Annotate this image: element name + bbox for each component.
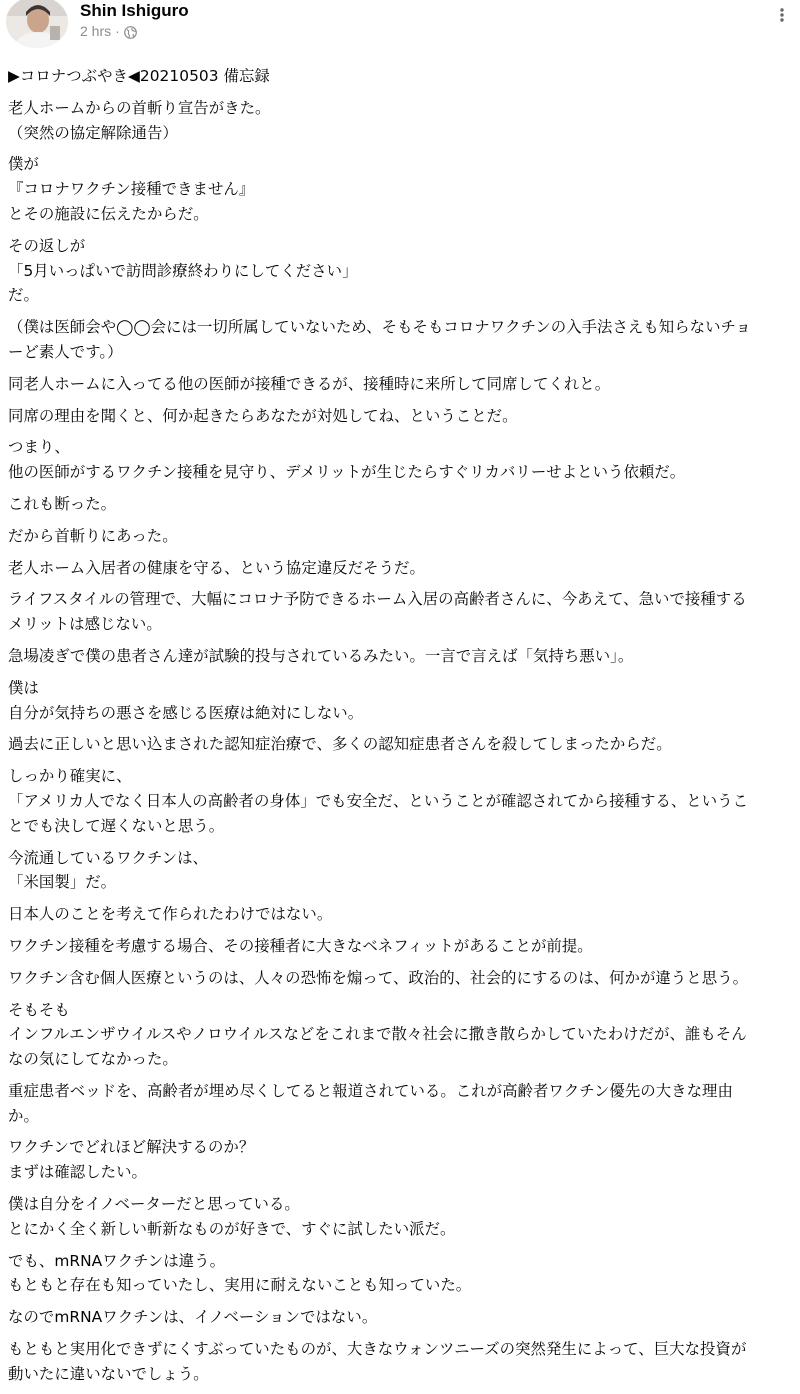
post-text-line: もともと実用化できずにくすぶっていたものが、大きなウォンツニーズの突然発生によって、巨大な投資が xyxy=(8,1340,747,1359)
post-text-line: つまり、 xyxy=(8,438,70,457)
post-text-line: ワクチン接種を考慮する場合、その接種者に大きなベネフィットがあることが前提。 xyxy=(8,936,593,955)
post-text-line: 今流通しているワクチンは、 xyxy=(8,848,208,867)
post-paragraph xyxy=(8,435,792,485)
post-paragraph xyxy=(8,372,792,397)
post-meta xyxy=(80,22,137,40)
post-text-line: でも、mRNAワクチンは違う。 xyxy=(8,1251,226,1270)
post-text-line: ワクチンでどれほど解決するのか？ xyxy=(8,1138,255,1157)
post-header xyxy=(0,0,800,52)
post-paragraph xyxy=(8,1305,792,1330)
author-name[interactable]: Shin Ishiguro xyxy=(80,1,189,20)
post-text-line: これも断った。 xyxy=(8,494,117,513)
more-options-button[interactable] xyxy=(772,6,792,24)
post-text-line: 日本人のことを考えて作られたわけではない。 xyxy=(8,905,333,924)
post-text-line: インフルエンザウイルスやノロウイルスなどをこれまで散々社会に撒き散らかしていたわけだが、誰もそん xyxy=(8,1025,747,1044)
post-text-line: 「5月いっぱいで訪問診療終わりにしてください」 xyxy=(8,261,358,280)
post-text-line: ライフスタイルの管理で、大幅にコロナ予防できるホーム入居の高齢者さんに、今あえて、急いで接種する xyxy=(8,590,747,609)
post-text-line: しっかり確実に、 xyxy=(8,767,132,786)
post-text-line: 同老人ホームに入ってる他の医師が接種できるが、接種時に来所して同席してくれと。 xyxy=(8,374,611,393)
post-paragraph xyxy=(8,966,792,991)
post-text-line: なの気にしてなかった。 xyxy=(8,1050,178,1069)
post-paragraph xyxy=(8,1192,792,1242)
post-text-line: 「米国製」だ。 xyxy=(8,873,117,892)
more-options-icon xyxy=(772,6,792,24)
post-text-line: まずは確認したい。 xyxy=(8,1163,147,1182)
post-text-line: なのでmRNAワクチンは、イノベーションではない。 xyxy=(8,1308,378,1327)
post-text-line: （僕は医師会や◯◯会には一切所属していないため、そもそもコロナワクチンの入手法さえも知らないチョ xyxy=(8,318,751,337)
globe-icon xyxy=(124,25,137,38)
post-paragraph xyxy=(8,492,792,517)
post-text-line: 他の医師がするワクチン接種を見守り、デメリットが生じたらすぐリカバリーせよという依頼だ。 xyxy=(8,463,686,482)
post-text-line: ▶コロナつぶやき◀20210503 備忘録 xyxy=(8,67,270,85)
post-text-line: 老人ホームからの首斬り宣告がきた。 xyxy=(8,98,271,117)
post-text-line: だ。 xyxy=(8,286,39,305)
post-paragraph xyxy=(8,556,792,581)
post-timestamp[interactable]: 2 hrs xyxy=(80,23,112,39)
post-text-line: だから首斬りにあった。 xyxy=(8,526,178,545)
post-text-line: とその施設に伝えたからだ。 xyxy=(8,204,209,223)
post-paragraph xyxy=(8,234,792,308)
post-text-line: 『コロナワクチン接種できません』 xyxy=(8,180,255,199)
post-text-line: とでも決して遅くないと思う。 xyxy=(8,816,225,835)
post-paragraph xyxy=(8,676,792,726)
avatar[interactable] xyxy=(6,0,68,48)
post-paragraph xyxy=(8,524,792,549)
post-paragraph xyxy=(8,152,792,226)
post-text-line: 自分が気持ちの悪さを感じる医療は絶対にしない。 xyxy=(8,703,364,722)
post-text-line: 老人ホーム入居者の健康を守る、という協定違反だそうだ。 xyxy=(8,558,425,577)
post-text-line: 僕が xyxy=(8,155,39,174)
profile-photo xyxy=(6,0,68,48)
post-text-line: 同席の理由を聞くと、何か起きたらあなたが対処してね、ということだ。 xyxy=(8,406,518,425)
post-paragraph xyxy=(8,1337,792,1387)
post-text-line: メリットは感じない。 xyxy=(8,615,162,634)
post-paragraph xyxy=(8,587,792,637)
post-paragraph xyxy=(8,998,792,1072)
post-text-line: 急場凌ぎで僕の患者さん達が試験的投与されているみたい。一言で言えば「気持ち悪い」。 xyxy=(8,646,634,665)
post-text-line: もともと存在も知っていたし、実用に耐えないことも知っていた。 xyxy=(8,1276,472,1295)
post-text-line: ワクチン含む個人医療というのは、人々の恐怖を煽って、政治的、社会的にするのは、何かが違うと思う。 xyxy=(8,968,749,987)
meta-separator: · xyxy=(115,23,120,39)
post-text-line: （突然の協定解除通告） xyxy=(8,123,178,142)
post-text-line: 僕は自分をイノベーターだと思っている。 xyxy=(8,1195,300,1214)
post-paragraph xyxy=(8,1079,792,1129)
post-paragraph xyxy=(8,404,792,429)
post-paragraph xyxy=(8,64,792,89)
post-paragraph xyxy=(8,1249,792,1299)
post-paragraph xyxy=(8,764,792,838)
post-text-line: 重症患者ベッドを、高齢者が埋め尽くしてると報道されている。これが高齢者ワクチン優先の大きな理由 xyxy=(8,1081,733,1100)
post-text-line: 「アメリカ人でなく日本人の高齢者の身体」でも安全だ、ということが確認されてから接種する、というこ xyxy=(8,791,749,810)
post-paragraph xyxy=(8,315,792,365)
post-text-line: 僕は xyxy=(8,678,39,697)
post-text-line: その返しが xyxy=(8,236,86,255)
post-body xyxy=(8,64,792,1394)
post-text-line: か。 xyxy=(8,1106,39,1125)
post-paragraph xyxy=(8,644,792,669)
post-paragraph xyxy=(8,732,792,757)
post-paragraph xyxy=(8,846,792,896)
post-paragraph xyxy=(8,934,792,959)
post-paragraph xyxy=(8,1135,792,1185)
post-paragraph xyxy=(8,902,792,927)
post-text-line: そもそも xyxy=(8,1000,70,1019)
post-text-line: とにかく全く新しい斬新なものが好きで、すぐに試したい派だ。 xyxy=(8,1219,456,1238)
post-paragraph xyxy=(8,96,792,146)
post-text-line: 動いたに違いないでしょう。 xyxy=(8,1364,209,1383)
post-text-line: ーど素人です。） xyxy=(8,342,123,361)
post-text-line: 過去に正しいと思い込まされた認知症治療で、多くの認知症患者さんを殺してしまったからだ。 xyxy=(8,735,672,754)
